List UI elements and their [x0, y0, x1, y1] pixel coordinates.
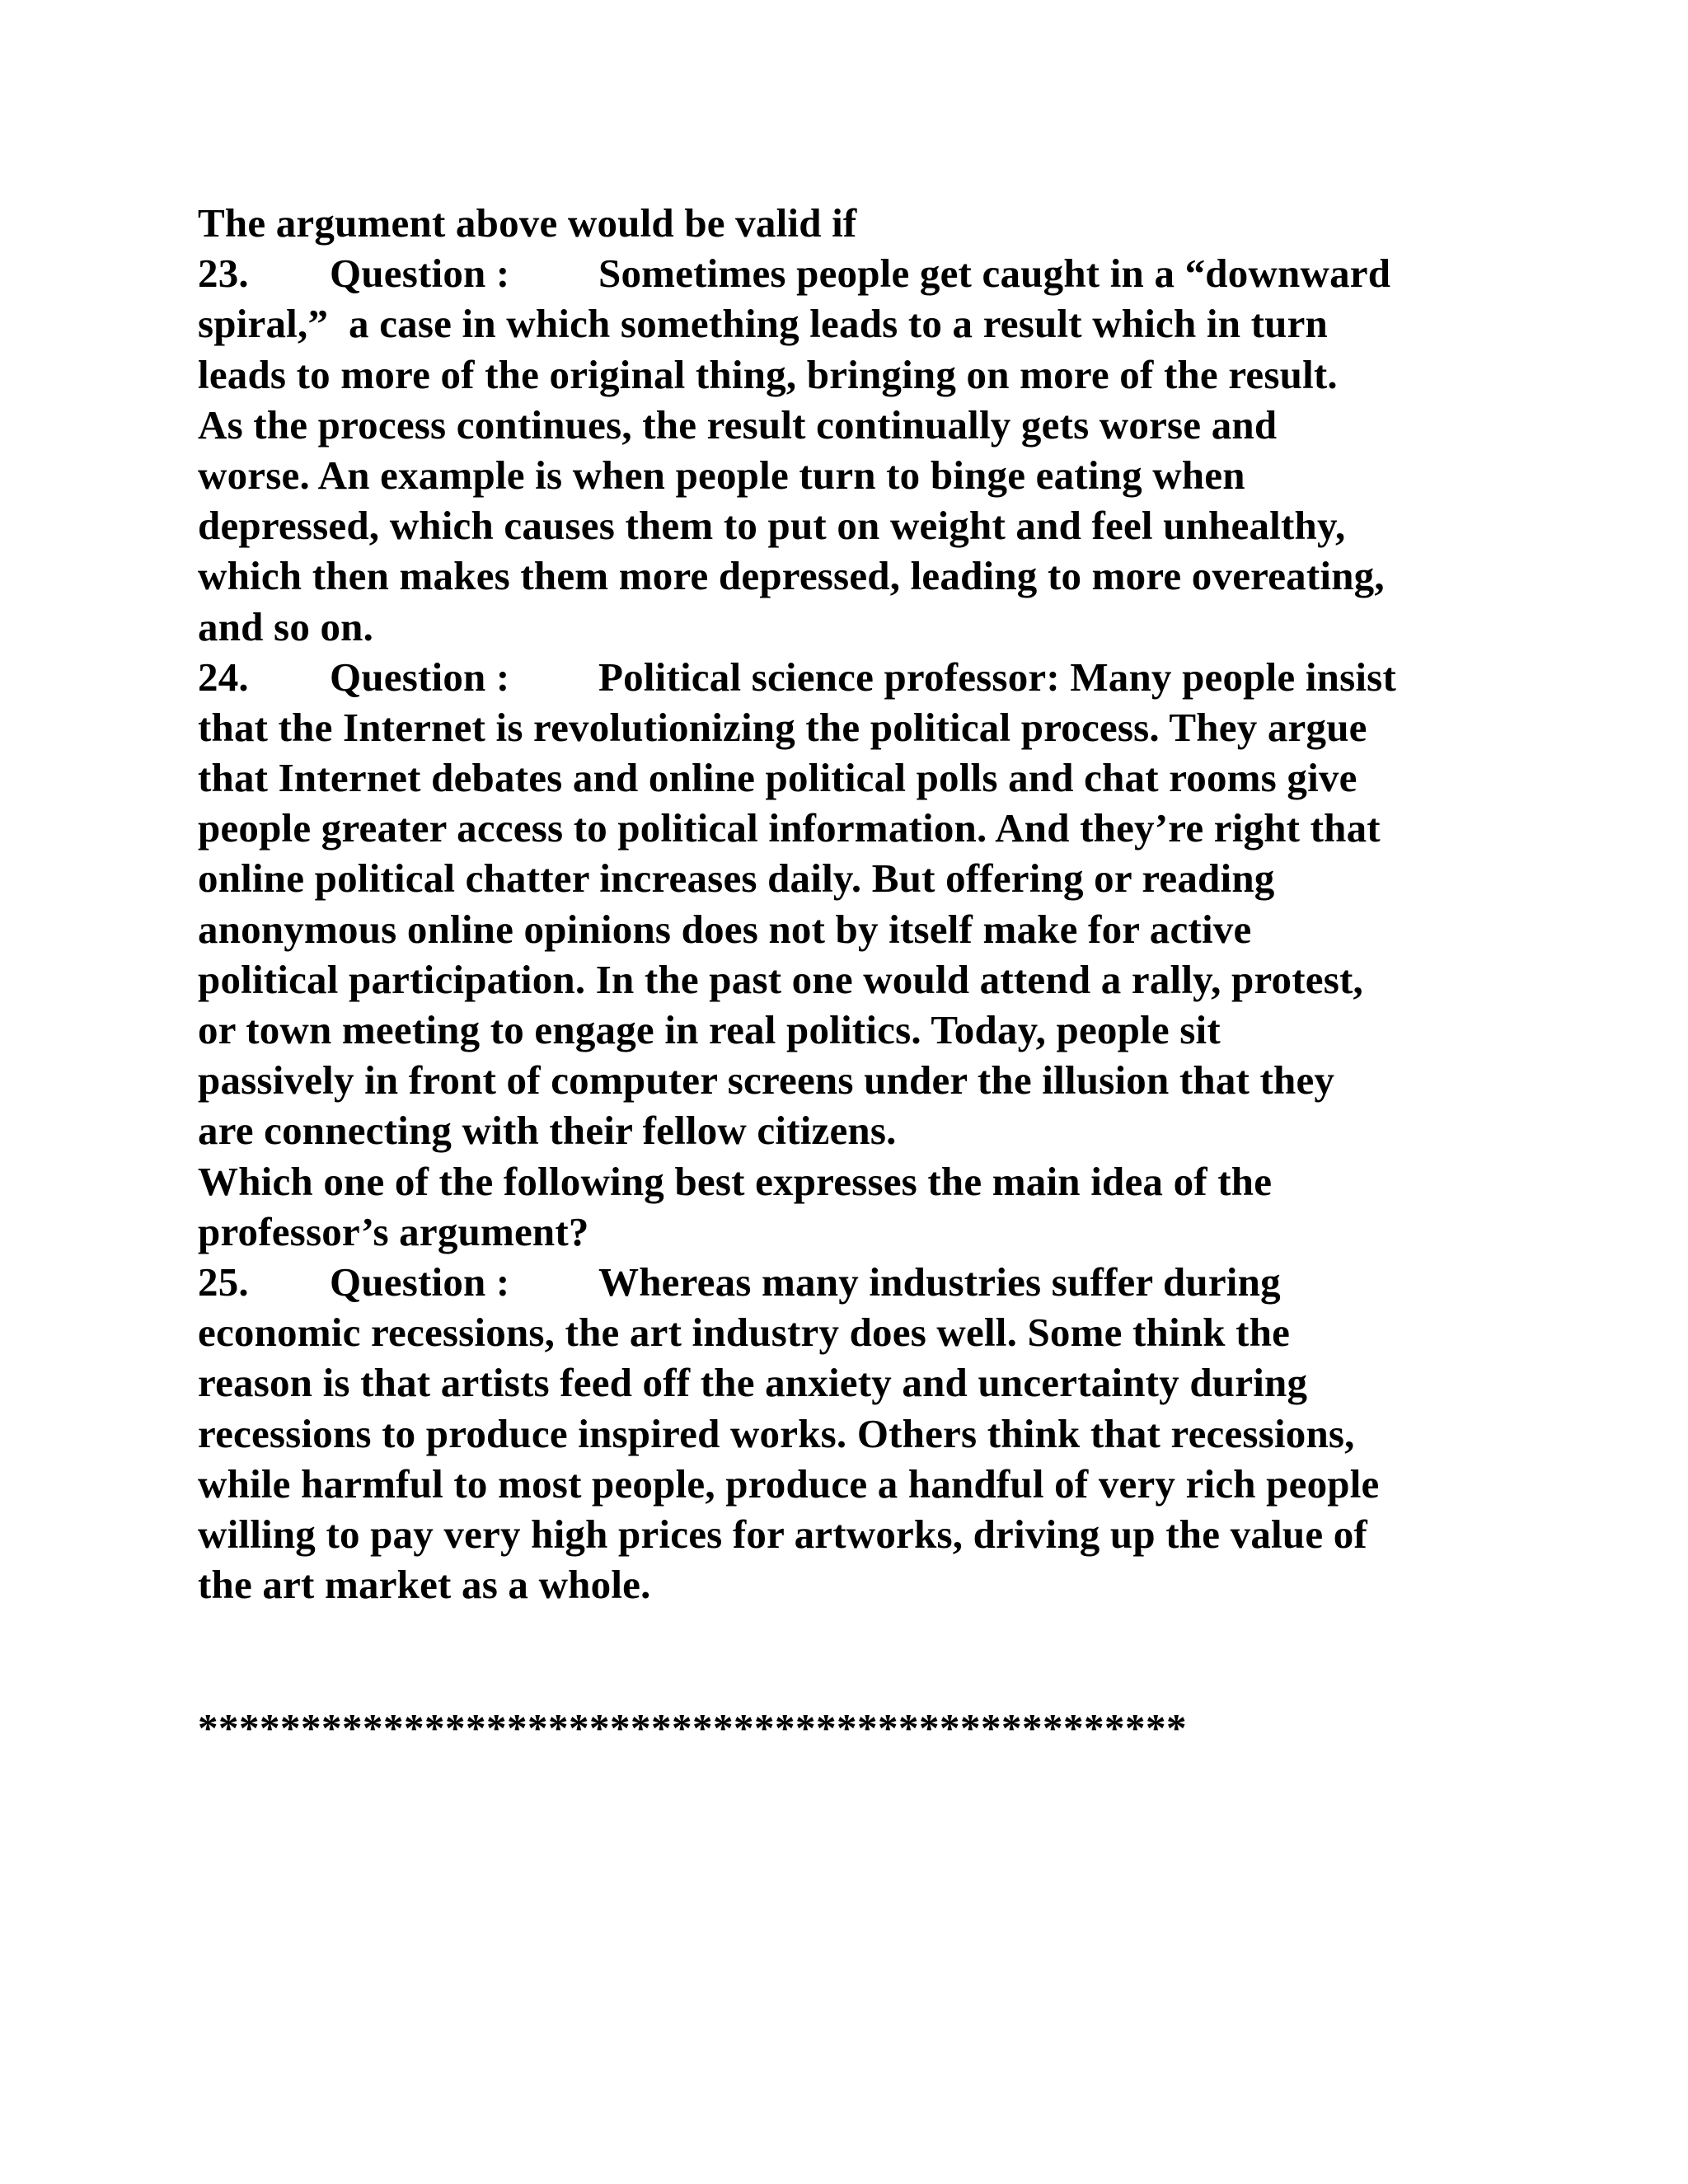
question-23-line: leads to more of the original thing, bringing on more of the result. [198, 351, 1338, 397]
question-first-line: Whereas many industries suffer during [598, 1258, 1281, 1305]
question-label: Question : [330, 1258, 510, 1305]
asterisk-separator: ************************************************ [198, 1705, 1187, 1750]
question-24-line: online political chatter increases daily. But offering or reading [198, 855, 1275, 902]
question-first-line: Political science professor: Many people insist [598, 654, 1396, 700]
question-25-line: the art market as a whole. [198, 1562, 651, 1608]
intro-line: The argument above would be valid if [198, 200, 857, 246]
question-25-line: economic recessions, the art industry does well. Some think the [198, 1310, 1291, 1356]
question-24-line: or town meeting to engage in real politics. Today, people sit [198, 1007, 1221, 1052]
question-23-line: and so on. [198, 603, 374, 649]
question-label: Question : [330, 654, 510, 700]
question-23-header [198, 248, 1500, 298]
question-24-line: that the Internet is revolutionizing the political process. They argue [198, 704, 1367, 750]
question-23-line: worse. An example is when people turn to binge eating when [198, 452, 1245, 498]
question-number: 24. [198, 654, 249, 700]
question-23-line: which then makes them more depressed, leading to more overeating, [198, 553, 1385, 599]
question-24-line: anonymous online opinions does not by itself make for active [198, 906, 1252, 952]
question-25-line: willing to pay very high prices for artworks, driving up the value of [198, 1511, 1367, 1557]
question-24-line: passively in front of computer screens under the illusion that they [198, 1057, 1335, 1104]
question-24-header [198, 652, 1500, 702]
question-24-line: political participation. In the past one would attend a rally, protest, [198, 956, 1363, 1002]
question-23-line: depressed, which causes them to put on weight and feel unhealthy, [198, 503, 1346, 549]
question-number: 23. [198, 251, 249, 297]
document-body [198, 198, 1500, 1610]
question-24-line: professor’s argument? [198, 1208, 589, 1254]
question-first-line: Sometimes people get caught in a “downward [598, 251, 1391, 297]
question-25-line: reason is that artists feed off the anxiety and uncertainty during [198, 1360, 1308, 1406]
question-24-line: that Internet debates and online political polls and chat rooms give [198, 755, 1357, 801]
question-23-line: spiral,” a case in which something leads to a result which in turn [198, 301, 1328, 347]
question-25-header [198, 1257, 1500, 1307]
question-24-line: are connecting with their fellow citizens. [198, 1108, 897, 1154]
question-24-line: people greater access to political information. And they’re right that [198, 805, 1381, 851]
question-25-line: while harmful to most people, produce a handful of very rich people [198, 1460, 1380, 1507]
question-label: Question : [330, 251, 510, 297]
question-23-line: As the process continues, the result continually gets worse and [198, 401, 1278, 448]
question-25-line: recessions to produce inspired works. Others think that recessions, [198, 1410, 1355, 1456]
question-number: 25. [198, 1258, 249, 1305]
question-24-line: Which one of the following best expresses the main idea of the [198, 1158, 1273, 1204]
